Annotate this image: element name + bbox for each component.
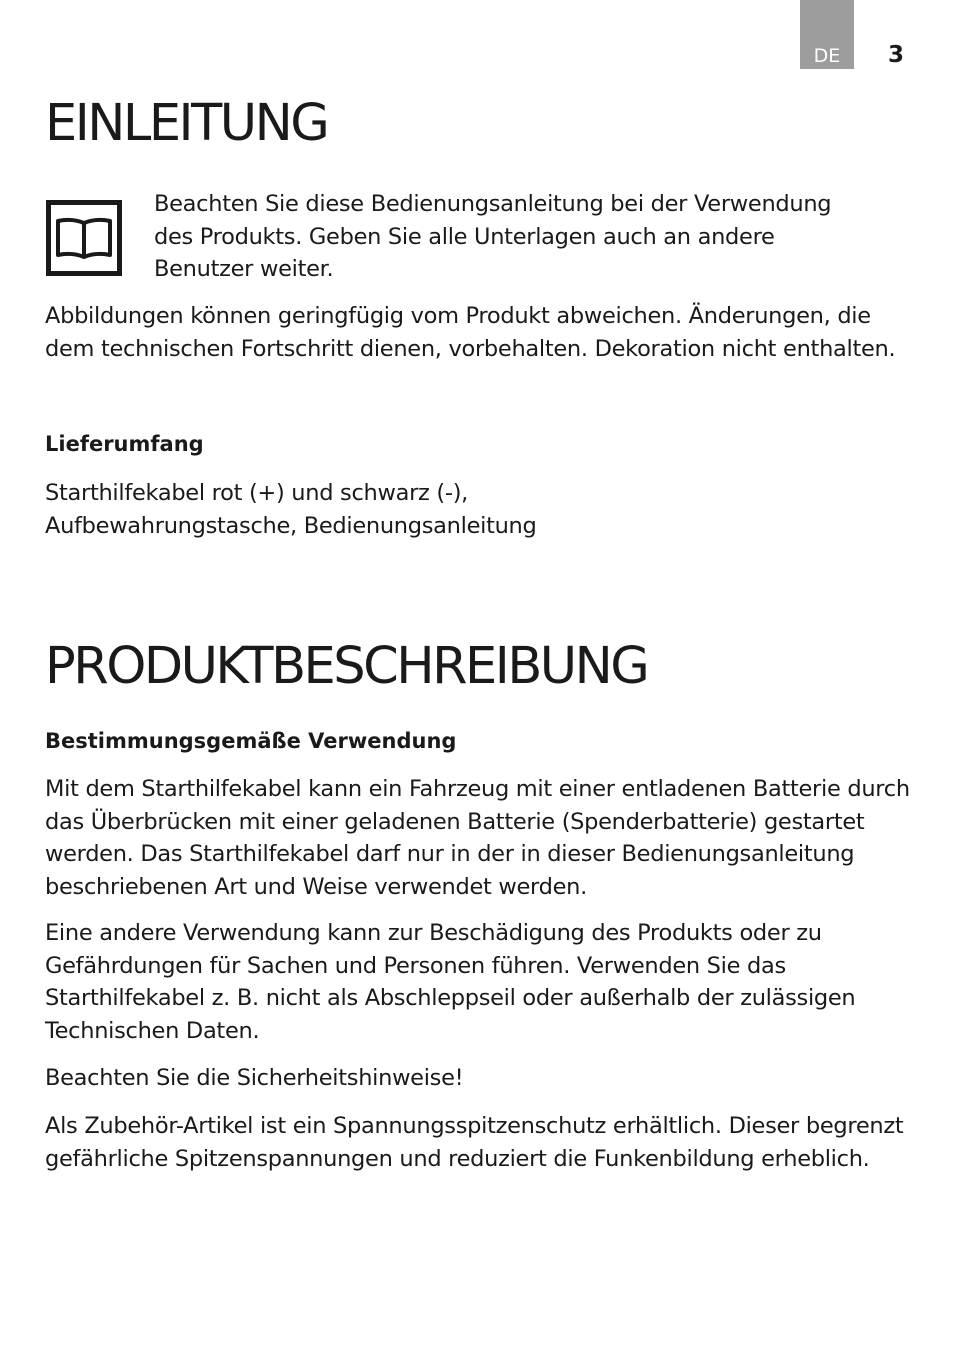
text-line: Gefährdungen für Sachen und Personen führen. Verwenden Sie das xyxy=(45,952,786,979)
intro-paragraph xyxy=(154,188,831,286)
text-line: Technischen Daten. xyxy=(45,1017,260,1044)
usage-paragraph-1 xyxy=(45,773,910,903)
language-tab xyxy=(800,0,854,69)
usage-paragraph-2 xyxy=(45,917,855,1047)
text-line: beschriebenen Art und Weise verwendet werden. xyxy=(45,873,587,900)
section-title-produktbeschreibung: PRODUKTBESCHREIBUNG xyxy=(45,637,648,696)
text-line: Benutzer weiter. xyxy=(154,256,334,282)
text-line: gefährliche Spitzenspannungen und reduziert die Funkenbildung erheblich. xyxy=(45,1145,870,1172)
text-line: Beachten Sie die Sicherheitshinweise! xyxy=(45,1065,464,1091)
page-number: 3 xyxy=(888,42,905,68)
accessory-paragraph xyxy=(45,1110,903,1175)
text-line: dem technischen Fortschritt dienen, vorbehalten. Dekoration nicht enthalten. xyxy=(45,335,896,362)
text-line: Beachten Sie diese Bedienungsanleitung bei der Verwendung xyxy=(154,191,832,217)
text-line: das Überbrücken mit einer geladenen Batterie (Spenderbatterie) gestartet xyxy=(45,808,865,835)
open-book-icon xyxy=(54,215,114,261)
section-title-einleitung: EINLEITUNG xyxy=(45,94,328,153)
text-line: Mit dem Starthilfekabel kann ein Fahrzeug mit einer entladenen Batterie durch xyxy=(45,776,910,802)
heading-bestimmungsgemaesse-verwendung: Bestimmungsgemäße Verwendung xyxy=(45,729,457,753)
safety-note-paragraph xyxy=(45,1062,463,1095)
text-line: werden. Das Starthilfekabel darf nur in der in dieser Bedienungsanleitung xyxy=(45,841,855,867)
manual-book-icon xyxy=(46,200,122,276)
text-line: Aufbewahrungstasche, Bedienungsanleitung xyxy=(45,512,537,539)
text-line: Abbildungen können geringfügig vom Produkt abweichen. Änderungen, die xyxy=(45,303,871,329)
text-line: des Produkts. Geben Sie alle Unterlagen auch an andere xyxy=(154,223,775,250)
lieferumfang-paragraph xyxy=(45,477,537,542)
text-line: Als Zubehör-Artikel ist ein Spannungsspitzenschutz erhältlich. Dieser begrenzt xyxy=(45,1113,904,1139)
heading-lieferumfang: Lieferumfang xyxy=(45,432,204,456)
text-line: Starthilfekabel z. B. nicht als Abschleppseil oder außerhalb der zulässigen xyxy=(45,985,856,1011)
text-line: Eine andere Verwendung kann zur Beschädigung des Produkts oder zu xyxy=(45,920,822,946)
notice-paragraph xyxy=(45,300,895,365)
text-line: Starthilfekabel rot (+) und schwarz (-), xyxy=(45,480,469,506)
language-label: DE xyxy=(813,45,841,67)
